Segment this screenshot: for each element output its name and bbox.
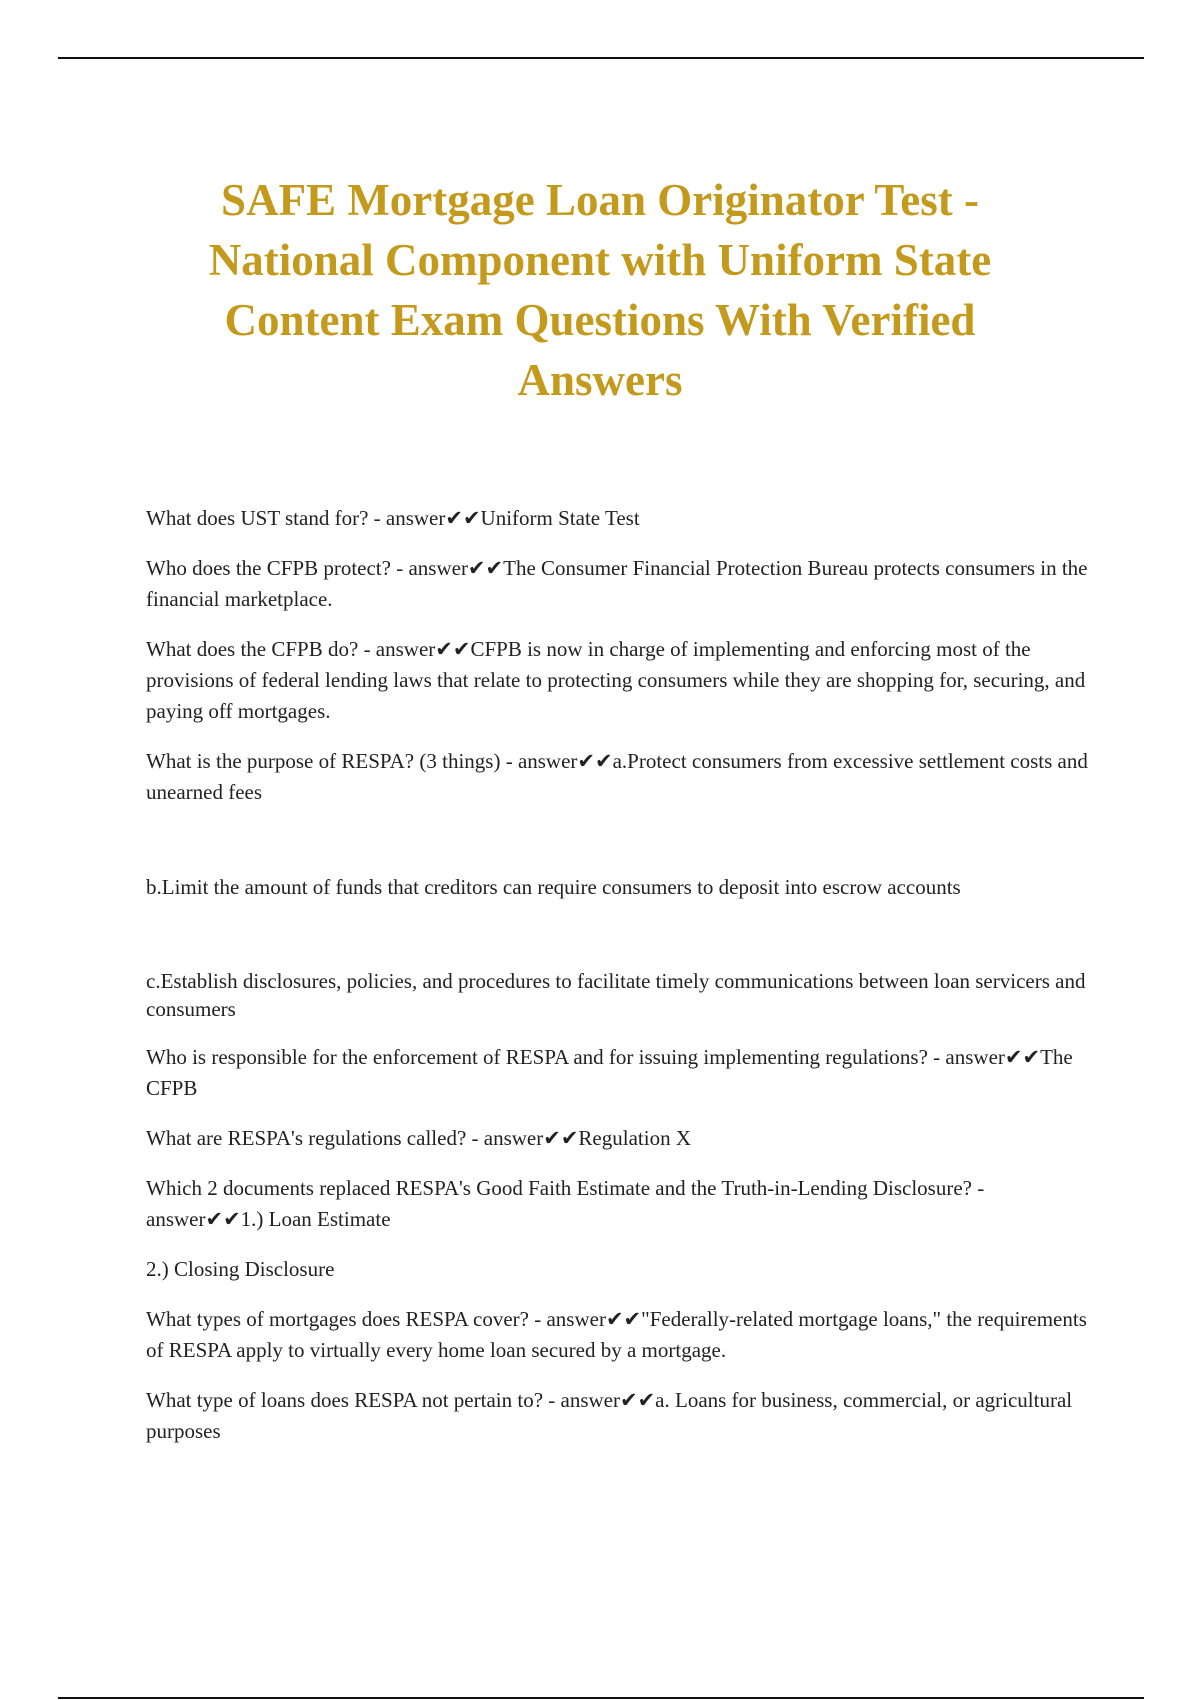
qa-paragraph: b.Limit the amount of funds that creditors can require consumers to deposit into escrow accounts <box>146 875 961 899</box>
top-rule <box>58 57 1144 59</box>
qa-paragraph: What is the purpose of RESPA? (3 things) - answer✔✔a.Protect consumers from excessive settlement costs and unearned fees <box>146 749 1088 804</box>
qa-paragraph: Who does the CFPB protect? - answer✔✔The Consumer Financial Protection Bureau protects consumers in the financial marketplace. <box>146 556 1088 611</box>
bottom-rule <box>58 1697 1144 1699</box>
qa-paragraph: Which 2 documents replaced RESPA's Good Faith Estimate and the Truth-in-Lending Disclosure? - answer✔✔1.) Loan Estimate <box>146 1176 985 1231</box>
qa-paragraph: What types of mortgages does RESPA cover? - answer✔✔"Federally-related mortgage loans," the requirements of RESPA apply to virtually every home loan secured by a mortgage. <box>146 1307 1087 1362</box>
qa-paragraph: What type of loans does RESPA not pertain to? - answer✔✔a. Loans for business, commercial, or agricultural purposes <box>146 1388 1073 1443</box>
document-body <box>146 503 1096 1447</box>
qa-paragraph: What does the CFPB do? - answer✔✔CFPB is now in charge of implementing and enforcing most of the provisions of federal lending laws that relate to protecting consumers while they are shopping for, securing, and paying off mortgages. <box>146 637 1086 723</box>
qa-paragraph: Who is responsible for the enforcement of RESPA and for issuing implementing regulations? - answer✔✔The CFPB <box>146 1045 1073 1100</box>
qa-paragraph: What are RESPA's regulations called? - answer✔✔Regulation X <box>146 1126 691 1150</box>
qa-paragraph: c.Establish disclosures, policies, and procedures to facilitate timely communications between loan servicers and consumers <box>146 969 1086 1021</box>
qa-paragraph: What does UST stand for? - answer✔✔Uniform State Test <box>146 506 640 530</box>
document-title: SAFE Mortgage Loan Originator Test - National Component with Uniform State Content Exam Questions With Verified Answers <box>208 175 992 405</box>
qa-paragraph: 2.) Closing Disclosure <box>146 1257 335 1281</box>
